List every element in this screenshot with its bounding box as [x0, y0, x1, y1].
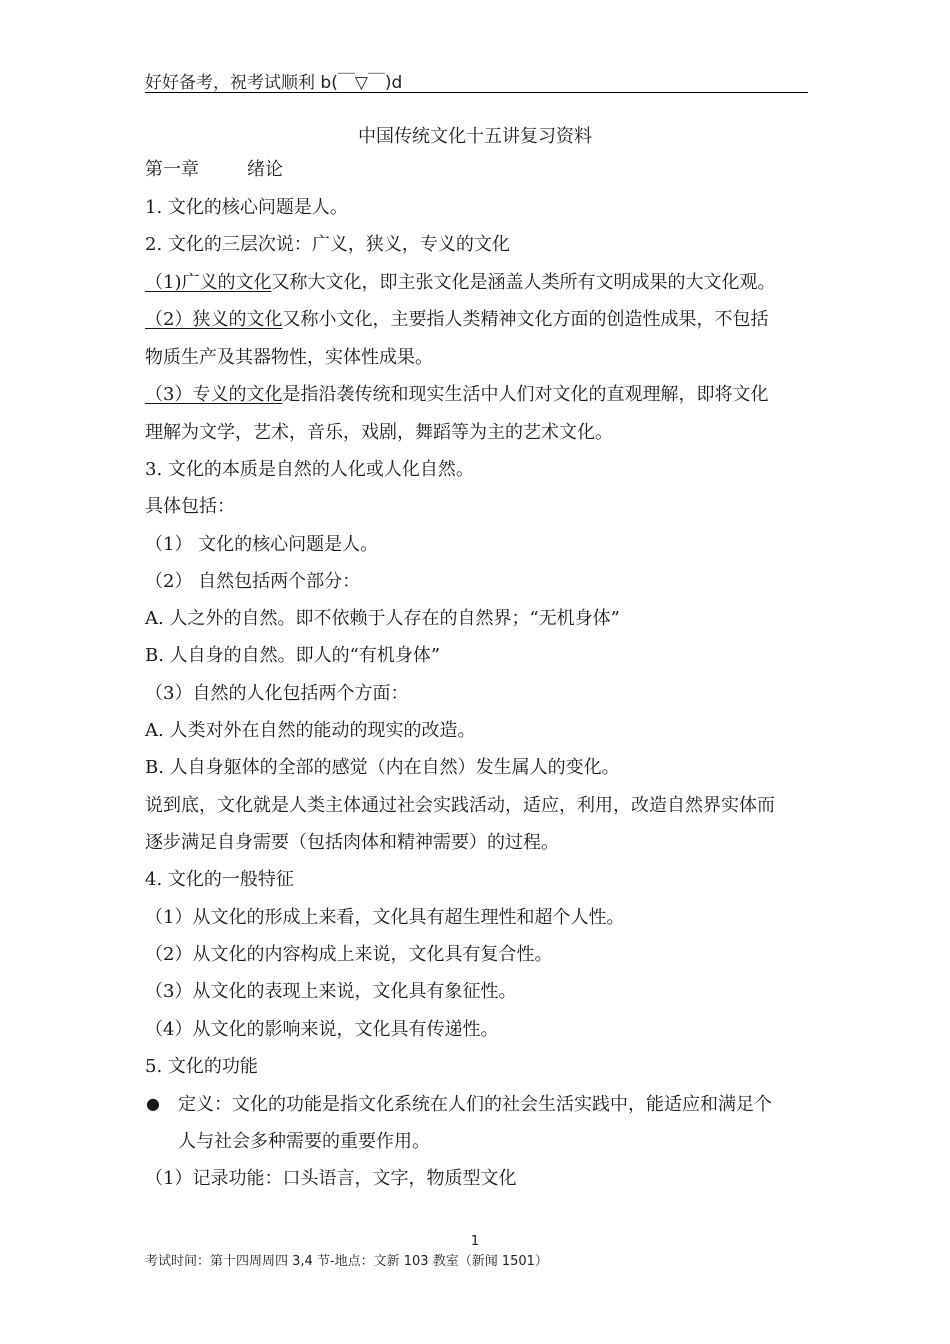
- page-header: 好好备考，祝考试顺利 b(￣▽￣)d: [145, 73, 403, 93]
- chapter-heading: [145, 158, 283, 182]
- text-line: A. 人类对外在自然的能动的现实的改造。: [145, 720, 476, 741]
- text-line: B. 人自身躯体的全部的感觉（内在自然）发生属人的变化。: [145, 757, 620, 778]
- text-line: （4）从文化的影响来说，文化具有传递性。: [145, 1019, 499, 1040]
- text-line: （1）记录功能：口头语言，文字，物质型文化: [145, 1168, 517, 1189]
- underlined-term: （1)广义的文化: [145, 272, 272, 293]
- chapter-label: 第一章: [145, 159, 199, 180]
- text-line: （1） 文化的核心问题是人。: [145, 534, 379, 555]
- page-number: 1: [470, 1234, 480, 1249]
- text-line: 逐步满足自身需要（包括肉体和精神需要）的过程。: [145, 832, 559, 853]
- text-line: 5. 文化的功能: [145, 1056, 258, 1077]
- text-line: 1. 文化的核心问题是人。: [145, 197, 348, 218]
- text-line: 4. 文化的一般特征: [145, 869, 294, 890]
- document-title: 中国传统文化十五讲复习资料: [358, 126, 592, 147]
- text-line: 说到底，文化就是人类主体通过社会实践活动，适应，利用，改造自然界实体而: [145, 795, 775, 816]
- text-line: （1）从文化的形成上来看，文化具有超生理性和超个人性。: [145, 907, 625, 928]
- text-span: 又称小文化，主要指人类精神文化方面的创造性成果，不包括: [282, 309, 769, 330]
- text-line: 具体包括：: [145, 496, 235, 517]
- text-line: 物质生产及其器物性，实体性成果。: [145, 347, 433, 368]
- text-line: （3）自然的人化包括两个方面：: [145, 683, 409, 704]
- text-line: （2） 自然包括两个部分：: [145, 571, 361, 592]
- text-line: A. 人之外的自然。即不依赖于人存在的自然界；“无机身体”: [145, 608, 620, 629]
- text-line: [145, 308, 768, 332]
- text-line: 3. 文化的本质是自然的人化或人化自然。: [145, 459, 474, 480]
- text-line: 定义：文化的功能是指文化系统在人们的社会生活实践中，能适应和满足个: [178, 1094, 772, 1115]
- text-line: B. 人自身的自然。即人的“有机身体”: [145, 645, 441, 666]
- header-divider: [145, 92, 808, 93]
- text-line: 人与社会多种需要的重要作用。: [178, 1131, 430, 1152]
- text-line: （2）从文化的内容构成上来说，文化具有复合性。: [145, 944, 553, 965]
- text-span: 又称大文化，即主张文化是涵盖人类所有文明成果的大文化观。: [271, 272, 776, 293]
- text-line: 2. 文化的三层次说：广义，狭义，专义的文化: [145, 234, 510, 255]
- text-line: [145, 383, 768, 407]
- bullet-icon: ●: [146, 1094, 160, 1113]
- text-span: 是指沿袭传统和现实生活中人们对文化的直观理解，即将文化: [282, 384, 769, 405]
- chapter-name: 绪论: [247, 159, 283, 180]
- underlined-term: （2）狭义的文化: [145, 309, 283, 330]
- underlined-term: （3）专义的文化: [145, 384, 283, 405]
- page-footer: 考试时间：第十四周周四 3,4 节-地点：文新 103 教室（新闻 1501）: [145, 1254, 548, 1269]
- text-line: （3）从文化的表现上来说，文化具有象征性。: [145, 981, 517, 1002]
- text-line: [145, 271, 775, 295]
- text-line: 理解为文学，艺术，音乐，戏剧，舞蹈等为主的艺术文化。: [145, 422, 613, 443]
